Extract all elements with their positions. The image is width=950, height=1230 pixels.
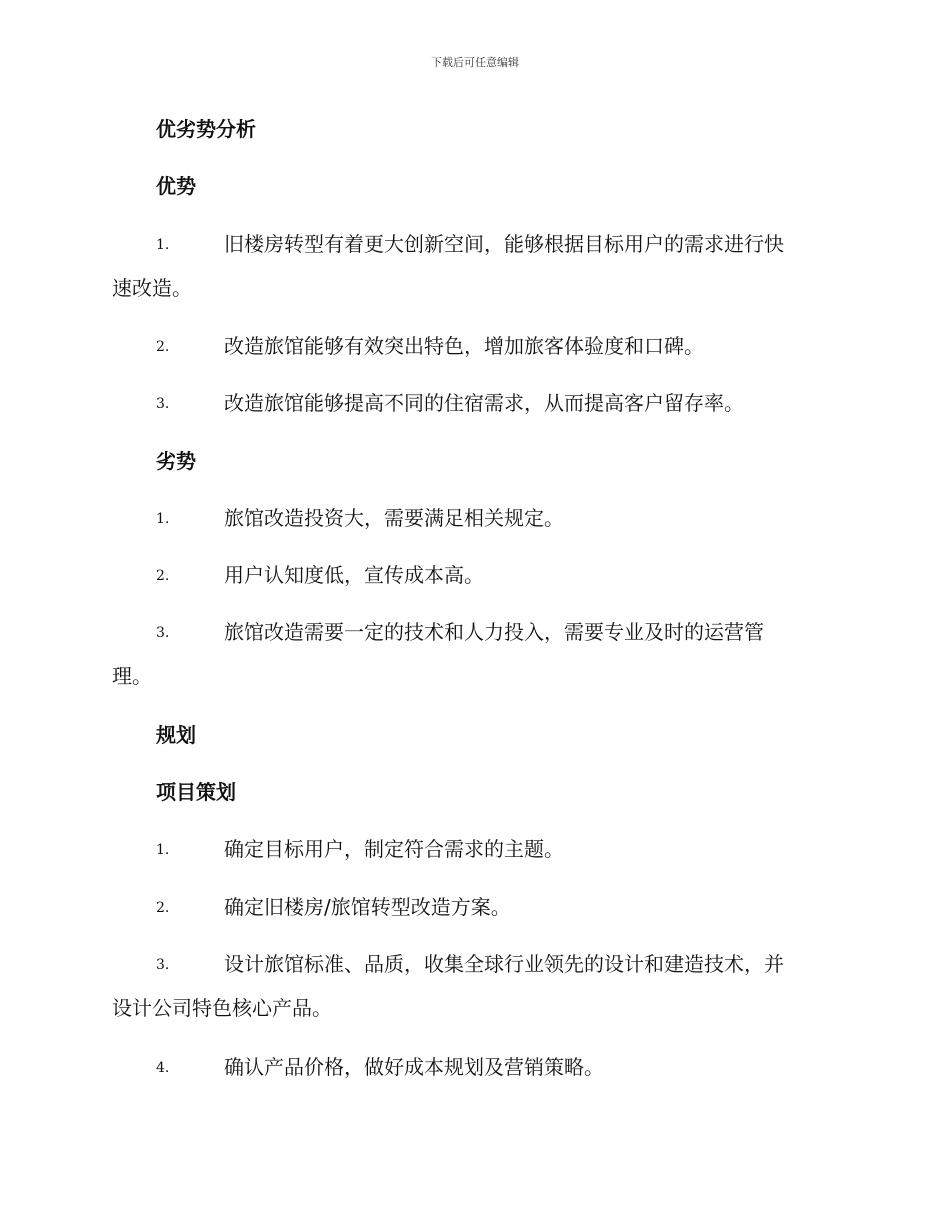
item-text: 确认产品价格，做好成本规划及营销策略。 xyxy=(224,1055,604,1079)
section-title: 优劣势分析 xyxy=(156,117,256,141)
item-text: 确定旧楼房/旅馆转型改造方案。 xyxy=(224,895,511,919)
item-text-continued: 设计公司特色核心产品。 xyxy=(112,996,332,1020)
item-number: 3. xyxy=(156,396,170,412)
item-number: 3. xyxy=(156,957,170,973)
item-text: 改造旅馆能够有效突出特色，增加旅客体验度和口碑。 xyxy=(224,334,704,358)
advantages-heading: 优势 xyxy=(156,174,196,198)
item-text: 旅馆改造需要一定的技术和人力投入，需要专业及时的运营管 xyxy=(224,620,764,644)
item-text: 设计旅馆标准、品质，收集全球行业领先的设计和建造技术，并 xyxy=(224,952,784,976)
item-number: 2. xyxy=(156,568,170,584)
item-text: 用户认知度低，宣传成本高。 xyxy=(224,563,484,587)
planning-heading: 规划 xyxy=(156,723,196,747)
item-number: 4. xyxy=(156,1060,170,1076)
item-number: 2. xyxy=(156,339,170,355)
disadvantages-heading: 劣势 xyxy=(156,449,196,473)
item-text: 改造旅馆能够提高不同的住宿需求，从而提高客户留存率。 xyxy=(224,391,744,415)
item-number: 3. xyxy=(156,625,170,641)
item-number: 1. xyxy=(156,237,170,253)
item-text-continued: 速改造。 xyxy=(112,276,192,300)
item-text: 旧楼房转型有着更大创新空间，能够根据目标用户的需求进行快 xyxy=(224,232,784,256)
item-text-continued: 理。 xyxy=(112,664,152,688)
item-number: 2. xyxy=(156,900,170,916)
project-planning-subheading: 项目策划 xyxy=(156,780,236,804)
item-text: 旅馆改造投资大，需要满足相关规定。 xyxy=(224,506,564,530)
item-number: 1. xyxy=(156,511,170,527)
item-text: 确定目标用户，制定符合需求的主题。 xyxy=(224,837,564,861)
header-note: 下载后可任意编辑 xyxy=(431,56,519,69)
item-number: 1. xyxy=(156,842,170,858)
